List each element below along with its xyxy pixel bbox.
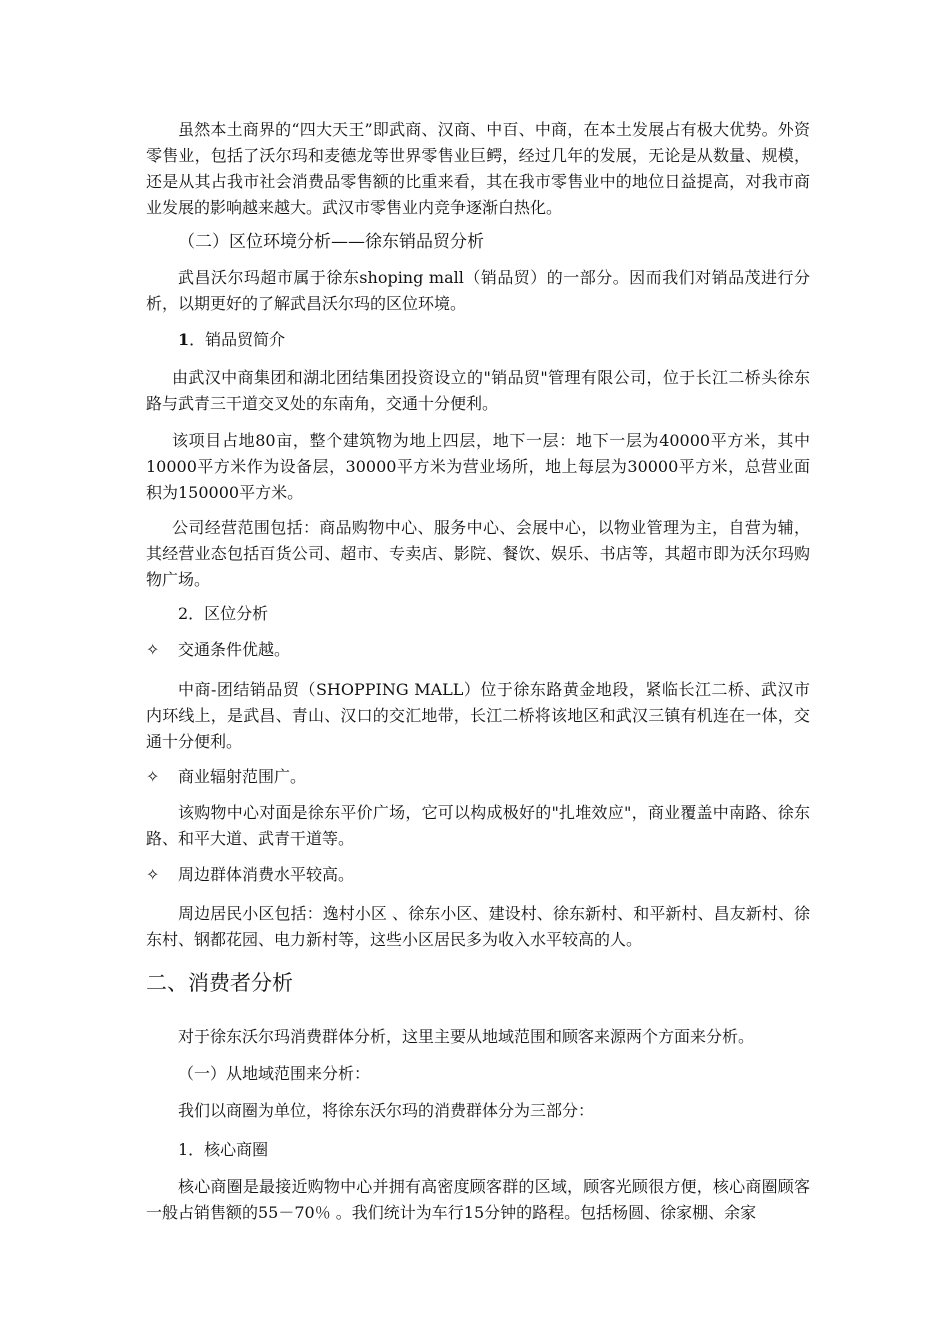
paragraph-core-trade-area: 核心商圈是最接近购物中心并拥有高密度顾客群的区域，顾客光顾很方便，核心商圈顾客一般占销售额的55－70％ 。我们统计为车行15分钟的路程。包括杨圆、徐家棚、余家 xyxy=(146,1177,810,1222)
paragraph-transport-detail: 中商-团结销品贸（SHOPPING MALL）位于徐东路黄金地段，紧临长江二桥、武汉市内环线上，是武昌、青山、汉口的交汇地带，长江二桥将该地区和武汉三镇有机连在一体，交通十分便利。 xyxy=(146,680,810,751)
bullet-transport xyxy=(146,637,290,663)
paragraph-wuchang-walmart: 武昌沃尔玛超市属于徐东shoping mall（销品贸）的一部分。因而我们对销品茂进行分析，以期更好的了解武昌沃尔玛的区位环境。 xyxy=(146,268,810,313)
bullet-diamond-icon: ✧ xyxy=(146,767,160,786)
paragraph-commerce-detail: 该购物中心对面是徐东平价广场，它可以构成极好的"扎堆效应"，商业覆盖中南路、徐东路、和平大道、武青干道等。 xyxy=(146,803,810,848)
bullet-commerce-range-text: 商业辐射范围广。 xyxy=(178,767,307,786)
bullet-diamond-icon: ✧ xyxy=(146,865,160,884)
subheading-core-trade-area: 1．核心商圈 xyxy=(178,1140,269,1159)
bullet-diamond-icon: ✧ xyxy=(146,640,160,659)
paragraph-business-scope: 公司经营范围包括：商品购物中心、服务中心、会展中心，以物业管理为主，自营为辅，其经营业态包括百货公司、超市、专卖店、影院、餐饮、娱乐、书店等，其超市即为沃尔玛购物广场。 xyxy=(146,518,810,589)
paragraph-consumer-intro: 对于徐东沃尔玛消费群体分析，这里主要从地域范围和顾客来源两个方面来分析。 xyxy=(178,1027,755,1046)
bullet-commerce-range xyxy=(146,764,306,790)
bullet-consumption-level xyxy=(146,862,354,888)
section-heading-location-analysis: （二）区位环境分析——徐东销品贸分析 xyxy=(178,232,484,252)
paragraph-retail-overview: 虽然本土商界的“四大天王”即武商、汉商、中百、中商，在本土发展占有极大优势。外资零售业，包括了沃尔玛和麦德龙等世界零售业巨鳄，经过几年的发展，无论是从数量、规模，还是从其占我市社会消费品零售额的比重来看，其在我市零售业中的地位日益提高，对我市商业发展的影响越来越大。武汉市零售业内竞争逐渐白热化。 xyxy=(146,120,810,217)
bullet-consumption-level-text: 周边群体消费水平较高。 xyxy=(178,865,355,884)
section-heading-region: （一）从地域范围来分析： xyxy=(178,1064,371,1083)
subheading-intro xyxy=(178,327,285,353)
subheading-intro-label: ．销品贸简介 xyxy=(189,330,286,349)
bullet-transport-text: 交通条件优越。 xyxy=(178,640,291,659)
chapter-heading-consumer-analysis: 二、消费者分析 xyxy=(146,971,293,995)
paragraph-company-location: 由武汉中商集团和湖北团结集团投资设立的"销品贸"管理有限公司，位于长江二桥头徐东路与武青三干道交叉处的东南角，交通十分便利。 xyxy=(146,368,810,413)
subheading-intro-number: 1 xyxy=(178,330,190,349)
subheading-location-analysis: 2．区位分析 xyxy=(178,604,269,623)
paragraph-project-area: 该项目占地80亩，整个建筑物为地上四层，地下一层：地下一层为40000平方米，其中10000平方米作为设备层，30000平方米为营业场所，地上每层为30000平方米，总营业面积为150000平方米。 xyxy=(146,431,810,502)
paragraph-residential-areas: 周边居民小区包括：逸村小区 、徐东小区、建设村、徐东新村、和平新村、昌友新村、徐东村、钢都花园、电力新村等，这些小区居民多为收入水平较高的人。 xyxy=(146,904,810,949)
paragraph-trade-area-division: 我们以商圈为单位，将徐东沃尔玛的消费群体分为三部分： xyxy=(178,1101,595,1120)
